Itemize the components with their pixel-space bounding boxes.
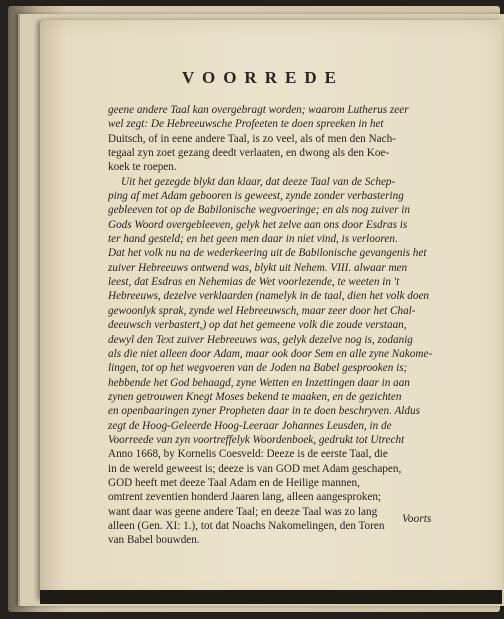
- text-line: alleen (Gen. XI: 1.), tot dat Noachs Nakomelingen, den Toren: [108, 519, 385, 532]
- text-line: gebleeven tot op de Babilonische wegvoeringe; en als nog zuiver in: [108, 204, 410, 217]
- text-line: van Babel bouwden.: [108, 534, 200, 547]
- text-line: Gods Woord overgebleeven, gelyk het zelve aan ons door Esdras is: [108, 218, 408, 231]
- body-text: [108, 103, 448, 548]
- text-line: Hebreeuws, dezelve verklaarden (namelyk in de taal, dien het volk doen: [108, 290, 430, 303]
- text-line: Voorreede van zyn voortreffelyk Woordenboek, gedrukt tot Utrecht: [108, 433, 405, 446]
- text-line: zynen getrouwen Knegt Moses bekend te maaken, en de gezichten: [108, 390, 402, 403]
- text-line: Anno 1668, by Kornelis Coesveld: Deeze is de eerste Taal, die: [108, 448, 388, 461]
- text-line: Duitsch, of in eene andere Taal, is zo veel, als of men den Nach-: [108, 132, 396, 145]
- text-line: koek te roepen.: [108, 161, 177, 174]
- text-line: ping af met Adam gebooren is geweest, zynde zonder verbastering: [108, 190, 404, 203]
- catchword: Voorts: [402, 513, 432, 525]
- page-bottom-shadow: [40, 590, 502, 604]
- text-line: in de wereld geweest is; deeze is van GOD met Adam geschapen,: [108, 462, 402, 475]
- text-line: deeuwsch verbastert,) op dat het gemeene volk die zoude verstaan,: [108, 319, 407, 332]
- text-line: zuiver Hebreeuws ontwend was, blykt uit Nehem. VIII. alwaar men: [108, 261, 408, 274]
- text-line: als die niet alleen door Adam, maar ook door Sem en alle zyne Nakome-: [108, 347, 433, 360]
- text-line: dewyl den Text zuiver Hebreeuws was, gelyk dezelve nog is, zodanig: [108, 333, 413, 346]
- running-header: VOORREDE: [182, 68, 344, 87]
- text-line: zegt de Hoog-Geleerde Hoog-Leeraar Johannes Leusden, in de: [108, 419, 392, 432]
- text-line: omtrent zeventien honderd Jaaren lang, alleen aangesproken;: [108, 491, 382, 504]
- text-line: lingen, tot op het wegvoeren van de Joden na Babel gesprooken is;: [108, 362, 408, 375]
- text-line: wel zegt: De Hebreeuwsche Profeeten te doen spreeken in het: [108, 118, 384, 131]
- text-line: want daar was geene andere Taal; en deeze Taal was zo lang: [108, 505, 378, 518]
- text-line: GOD heeft met deeze Taal Adam en de Heilige mannen,: [108, 476, 360, 489]
- text-line: leest, dat Esdras en Nehemias de Wet voorlezende, te weeten in 't: [108, 276, 400, 289]
- text-line: en openbaaringen zyner Propheten daar in te doen beschryven. Aldus: [108, 405, 420, 418]
- text-line: Dat het volk nu na de wederkeering uit de Babilonische gevangenis het: [108, 247, 427, 260]
- text-line: geene andere Taal kan overgebragt worden; waarom Lutherus zeer: [108, 104, 409, 116]
- text-line: hebbende het God behaagd, zyne Wetten en Inzettingen daar in aan: [108, 376, 410, 389]
- text-line: Uit het gezegde blykt dan klaar, dat deeze Taal van de Schep-: [121, 175, 396, 188]
- text-line: ter hand gesteld; en het geen men daar in niet vind, is verlooren.: [108, 233, 398, 246]
- text-line: gewoonlyk sprak, zynde wel Hebreeuwsch, maar zeer door het Chal-: [108, 304, 416, 317]
- text-line: tegaal zyn zoet gezang deedt verlaaten, en dwong als den Koe-: [108, 147, 390, 160]
